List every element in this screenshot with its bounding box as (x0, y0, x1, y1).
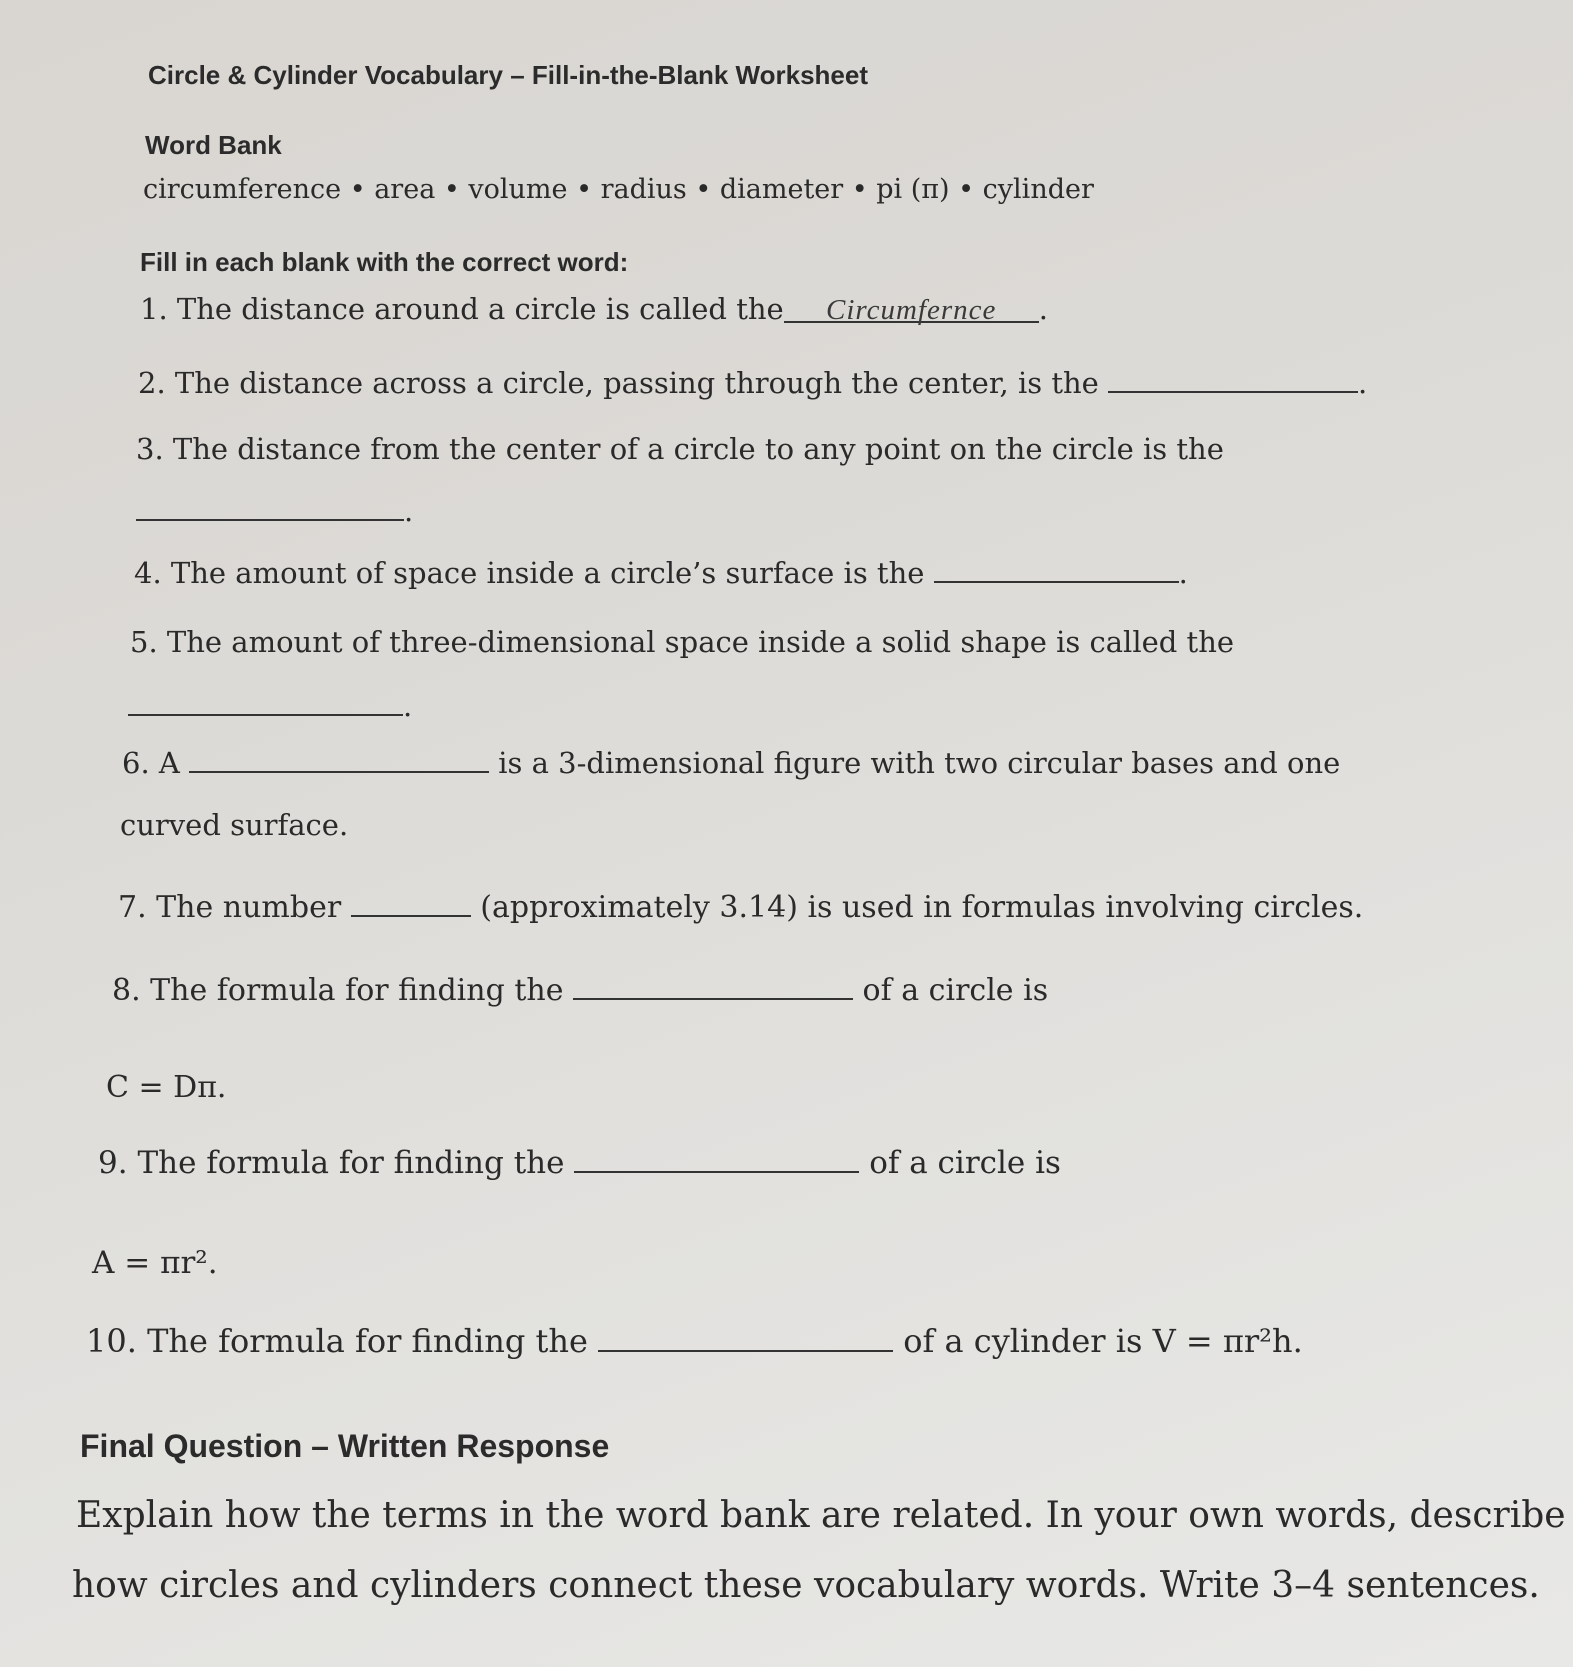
word-bank-heading: Word Bank (145, 130, 282, 160)
answer-blank-10[interactable] (598, 1318, 893, 1352)
question-5: 5. The amount of three-dimensional space inside a solid shape is called the (130, 625, 1235, 659)
question-1: 1. The distance around a circle is called the Circumfernce . (140, 292, 1048, 326)
handwritten-answer: Circumfernce (825, 294, 997, 326)
question-8-formula: C = Dπ. (106, 1070, 227, 1105)
question-8: 8. The formula for finding the of a circle is (112, 968, 1048, 1008)
question-3-blank-line: . (136, 490, 413, 528)
answer-blank-5[interactable] (128, 685, 403, 716)
question-4: 4. The amount of space inside a circle’s surface is the . (134, 552, 1188, 590)
question-6: 6. A is a 3-dimensional figure with two circular bases and one (122, 742, 1340, 780)
instructions: Fill in each blank with the correct word: (140, 247, 629, 277)
question-6-continued: curved surface. (120, 808, 349, 842)
question-2: 2. The distance across a circle, passing through the center, is the . (138, 362, 1367, 400)
final-question-line-2: how circles and cylinders connect these vocabulary words. Write 3–4 sentences. (72, 1565, 1540, 1606)
answer-blank-8[interactable] (573, 968, 853, 1000)
answer-blank-6[interactable] (189, 742, 489, 773)
final-question-heading: Final Question – Written Response (80, 1428, 610, 1464)
question-7: 7. The number (approximately 3.14) is used in formulas involving circles. (118, 885, 1363, 925)
question-10: 10. The formula for finding the of a cylinder is V = πr²h. (86, 1318, 1303, 1360)
worksheet-title: Circle & Cylinder Vocabulary – Fill-in-the-Blank Worksheet (148, 60, 868, 90)
answer-blank-3[interactable] (136, 490, 404, 521)
final-question-line-1: Explain how the terms in the word bank are related. In your own words, describe (76, 1495, 1566, 1536)
answer-blank-7[interactable] (351, 885, 471, 917)
answer-blank-1[interactable] (784, 292, 1039, 326)
question-9: 9. The formula for finding the of a circle is (98, 1140, 1061, 1181)
answer-blank-4[interactable] (934, 552, 1179, 583)
answer-blank-2[interactable] (1108, 362, 1358, 393)
question-9-formula: A = πr². (92, 1245, 218, 1281)
question-3: 3. The distance from the center of a circle to any point on the circle is the (136, 432, 1224, 466)
question-5-blank-line: . (128, 685, 412, 723)
answer-blank-9[interactable] (574, 1140, 859, 1173)
word-bank-list: circumference • area • volume • radius • diameter • pi (π) • cylinder (143, 174, 1094, 205)
